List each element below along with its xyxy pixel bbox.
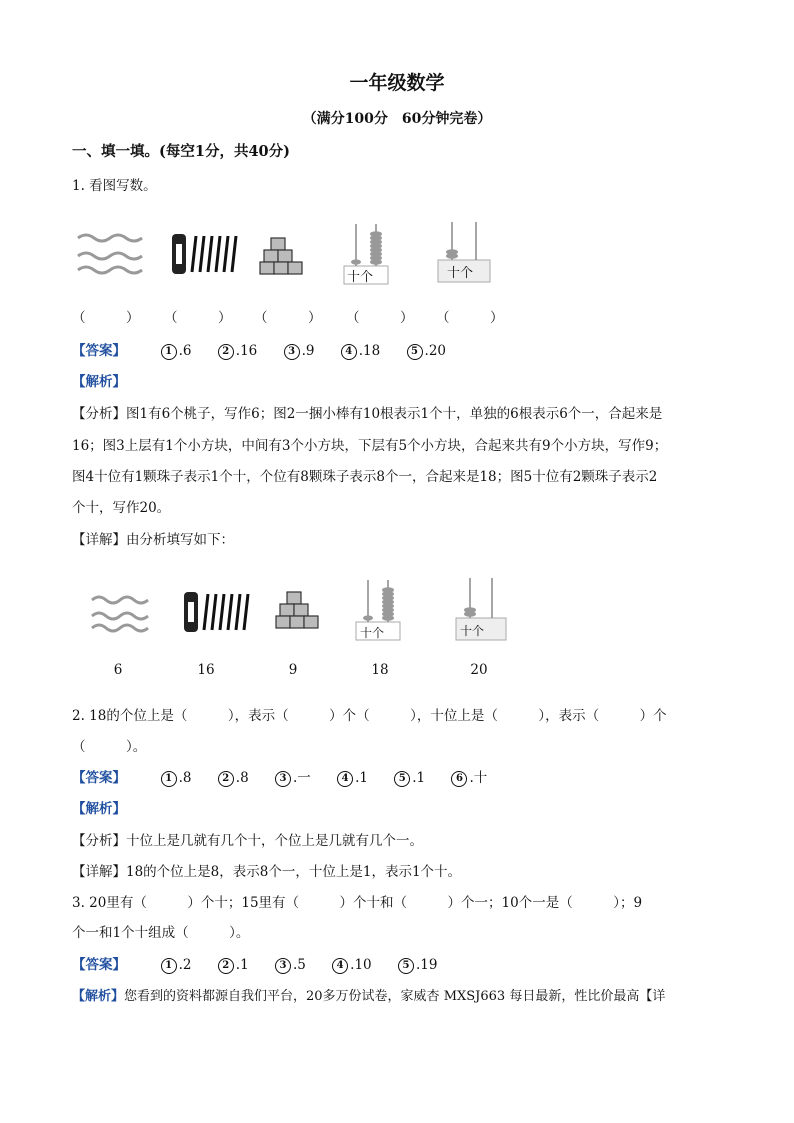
answer-value: 6	[182, 343, 192, 359]
circle-number: 5	[407, 344, 423, 360]
abacus-label-b: 十个	[447, 266, 474, 281]
answer-value: 十	[473, 770, 488, 786]
circle-number: 2	[218, 958, 234, 974]
caption-3: 9	[288, 662, 298, 678]
answer-value: 16	[240, 343, 258, 359]
answer-value: 18	[363, 343, 381, 359]
q2-answer-row: 【答案】 1 .8 2 .8 3 .一 4 .1 5 .1 6 .十	[72, 770, 488, 786]
solution-abacus-label-a: 十个	[360, 626, 385, 640]
section-heading: 一、填一填。(每空1分，共40分)	[72, 143, 290, 160]
q2-fenxi	[72, 829, 423, 849]
abacus-label-a: 十个	[347, 270, 374, 285]
answer-value: 19	[420, 957, 438, 973]
q1-answer-row: 【答案】 1 .6 2 .16 3 .9 4 .18 5 .20	[72, 343, 447, 359]
sticks-figure	[172, 234, 236, 274]
circle-number: 4	[337, 771, 353, 787]
question-3-line-2: 个一和1个十组成（ ）。	[72, 925, 250, 941]
circle-number: 1	[161, 344, 177, 360]
caption-4: 18	[371, 662, 389, 678]
answer-value: 1	[359, 770, 368, 786]
fenxi-label: 【分析】	[72, 406, 126, 422]
answer-value: 2	[182, 957, 192, 973]
circle-number: 3	[284, 344, 300, 360]
solution-abacus-label-b: 十个	[460, 624, 485, 638]
fenxi-text: 十位上是几就有几个十，个位上是几就有几个一。	[126, 833, 423, 849]
analysis-text: 您看到的资料都源自我们平台，20多万份试卷，家威杏 MXSJ663 每日最新，性比价最高【详	[124, 989, 666, 1004]
q1-fenxi-line-2: 16；图3上层有1个小方块，中间有3个小方块，下层有5个小方块，合起来共有9个小方块，写作9；	[72, 438, 668, 454]
answer-value: 20	[428, 343, 447, 359]
answer-label: 【答案】	[72, 343, 126, 359]
answer-value: 10	[354, 957, 372, 973]
peaches-figure	[78, 235, 142, 273]
circle-number: 3	[275, 958, 291, 974]
question-1-solution-figures	[90, 578, 570, 648]
q2-analysis-label: 【解析】	[72, 801, 126, 817]
page-title: 一年级数学	[349, 72, 445, 94]
circle-number: 6	[451, 771, 467, 787]
circle-number: 3	[275, 771, 291, 787]
circle-number: 4	[332, 958, 348, 974]
question-1-figures	[72, 220, 552, 290]
q1-fenxi-line-1	[72, 402, 662, 422]
answer-value: 9	[305, 343, 315, 359]
answer-label: 【答案】	[72, 957, 126, 973]
answer-blank-3: （ ）	[254, 310, 322, 326]
answer-value: 1	[416, 770, 426, 786]
answer-blank-4: （ ）	[346, 310, 414, 326]
xiangjie-text: 由分析填写如下：	[126, 532, 234, 548]
circle-number: 1	[161, 771, 177, 787]
q1-fenxi-line-4: 个十，写作20。	[72, 500, 171, 516]
circle-number: 2	[218, 344, 234, 360]
answer-value: 8	[182, 770, 192, 786]
analysis-label: 【解析】	[72, 989, 125, 1004]
question-2-line-2: （ ）。	[72, 739, 147, 755]
circle-number: 5	[398, 958, 414, 974]
answer-blank-2: （ ）	[164, 310, 232, 326]
question-2-line-1: 2. 18的个位上是（ ），表示（ ）个（ ），十位上是（ ），表示（ ）个	[72, 708, 667, 724]
q3-answer-row: 【答案】 1 .2 2 .1 3 .5 4 .10 5 .19	[72, 957, 438, 973]
answer-value: 1	[240, 957, 249, 973]
circle-number: 1	[161, 958, 177, 974]
answer-value: 8	[240, 770, 249, 786]
q1-xiangjie	[72, 528, 234, 548]
fenxi-text: 图1有6个桃子，写作6；图2一捆小棒有10根表示1个十，单独的6根表示6个一，合起来是	[126, 406, 663, 422]
answer-blank-1: （ ）	[72, 310, 140, 326]
question-3-line-1: 3. 20里有（ ）个十；15里有（ ）个十和（ ）个一；10个一是（ ）；9	[72, 895, 643, 911]
caption-2: 16	[197, 662, 215, 678]
circle-number: 4	[341, 344, 357, 360]
caption-5: 20	[470, 662, 488, 678]
xiangjie-label: 【详解】	[72, 864, 126, 880]
circle-number: 5	[394, 771, 410, 787]
answer-value: 5	[297, 957, 306, 973]
question-1-text: 1. 看图写数。	[72, 178, 157, 194]
answer-blank-5: （ ）	[436, 310, 504, 326]
circle-number: 2	[218, 771, 234, 787]
q3-analysis	[72, 985, 665, 1004]
page-subtitle: （满分100分 60分钟完卷）	[302, 111, 492, 127]
answer-label: 【答案】	[72, 770, 126, 786]
cubes-figure	[260, 238, 302, 274]
fenxi-label: 【分析】	[72, 833, 126, 849]
xiangjie-label: 【详解】	[72, 532, 126, 548]
q2-xiangjie	[72, 860, 461, 880]
answer-value: 一	[297, 770, 311, 786]
xiangjie-text: 18的个位上是8，表示8个一，十位上是1，表示1个十。	[126, 864, 462, 880]
analysis-label: 【解析】	[72, 374, 126, 390]
caption-1: 6	[113, 662, 123, 678]
q1-fenxi-line-3: 图4十位有1颗珠子表示1个十，个位有8颗珠子表示8个一，合起来是18；图5十位有2颗珠子表示2	[72, 469, 658, 485]
